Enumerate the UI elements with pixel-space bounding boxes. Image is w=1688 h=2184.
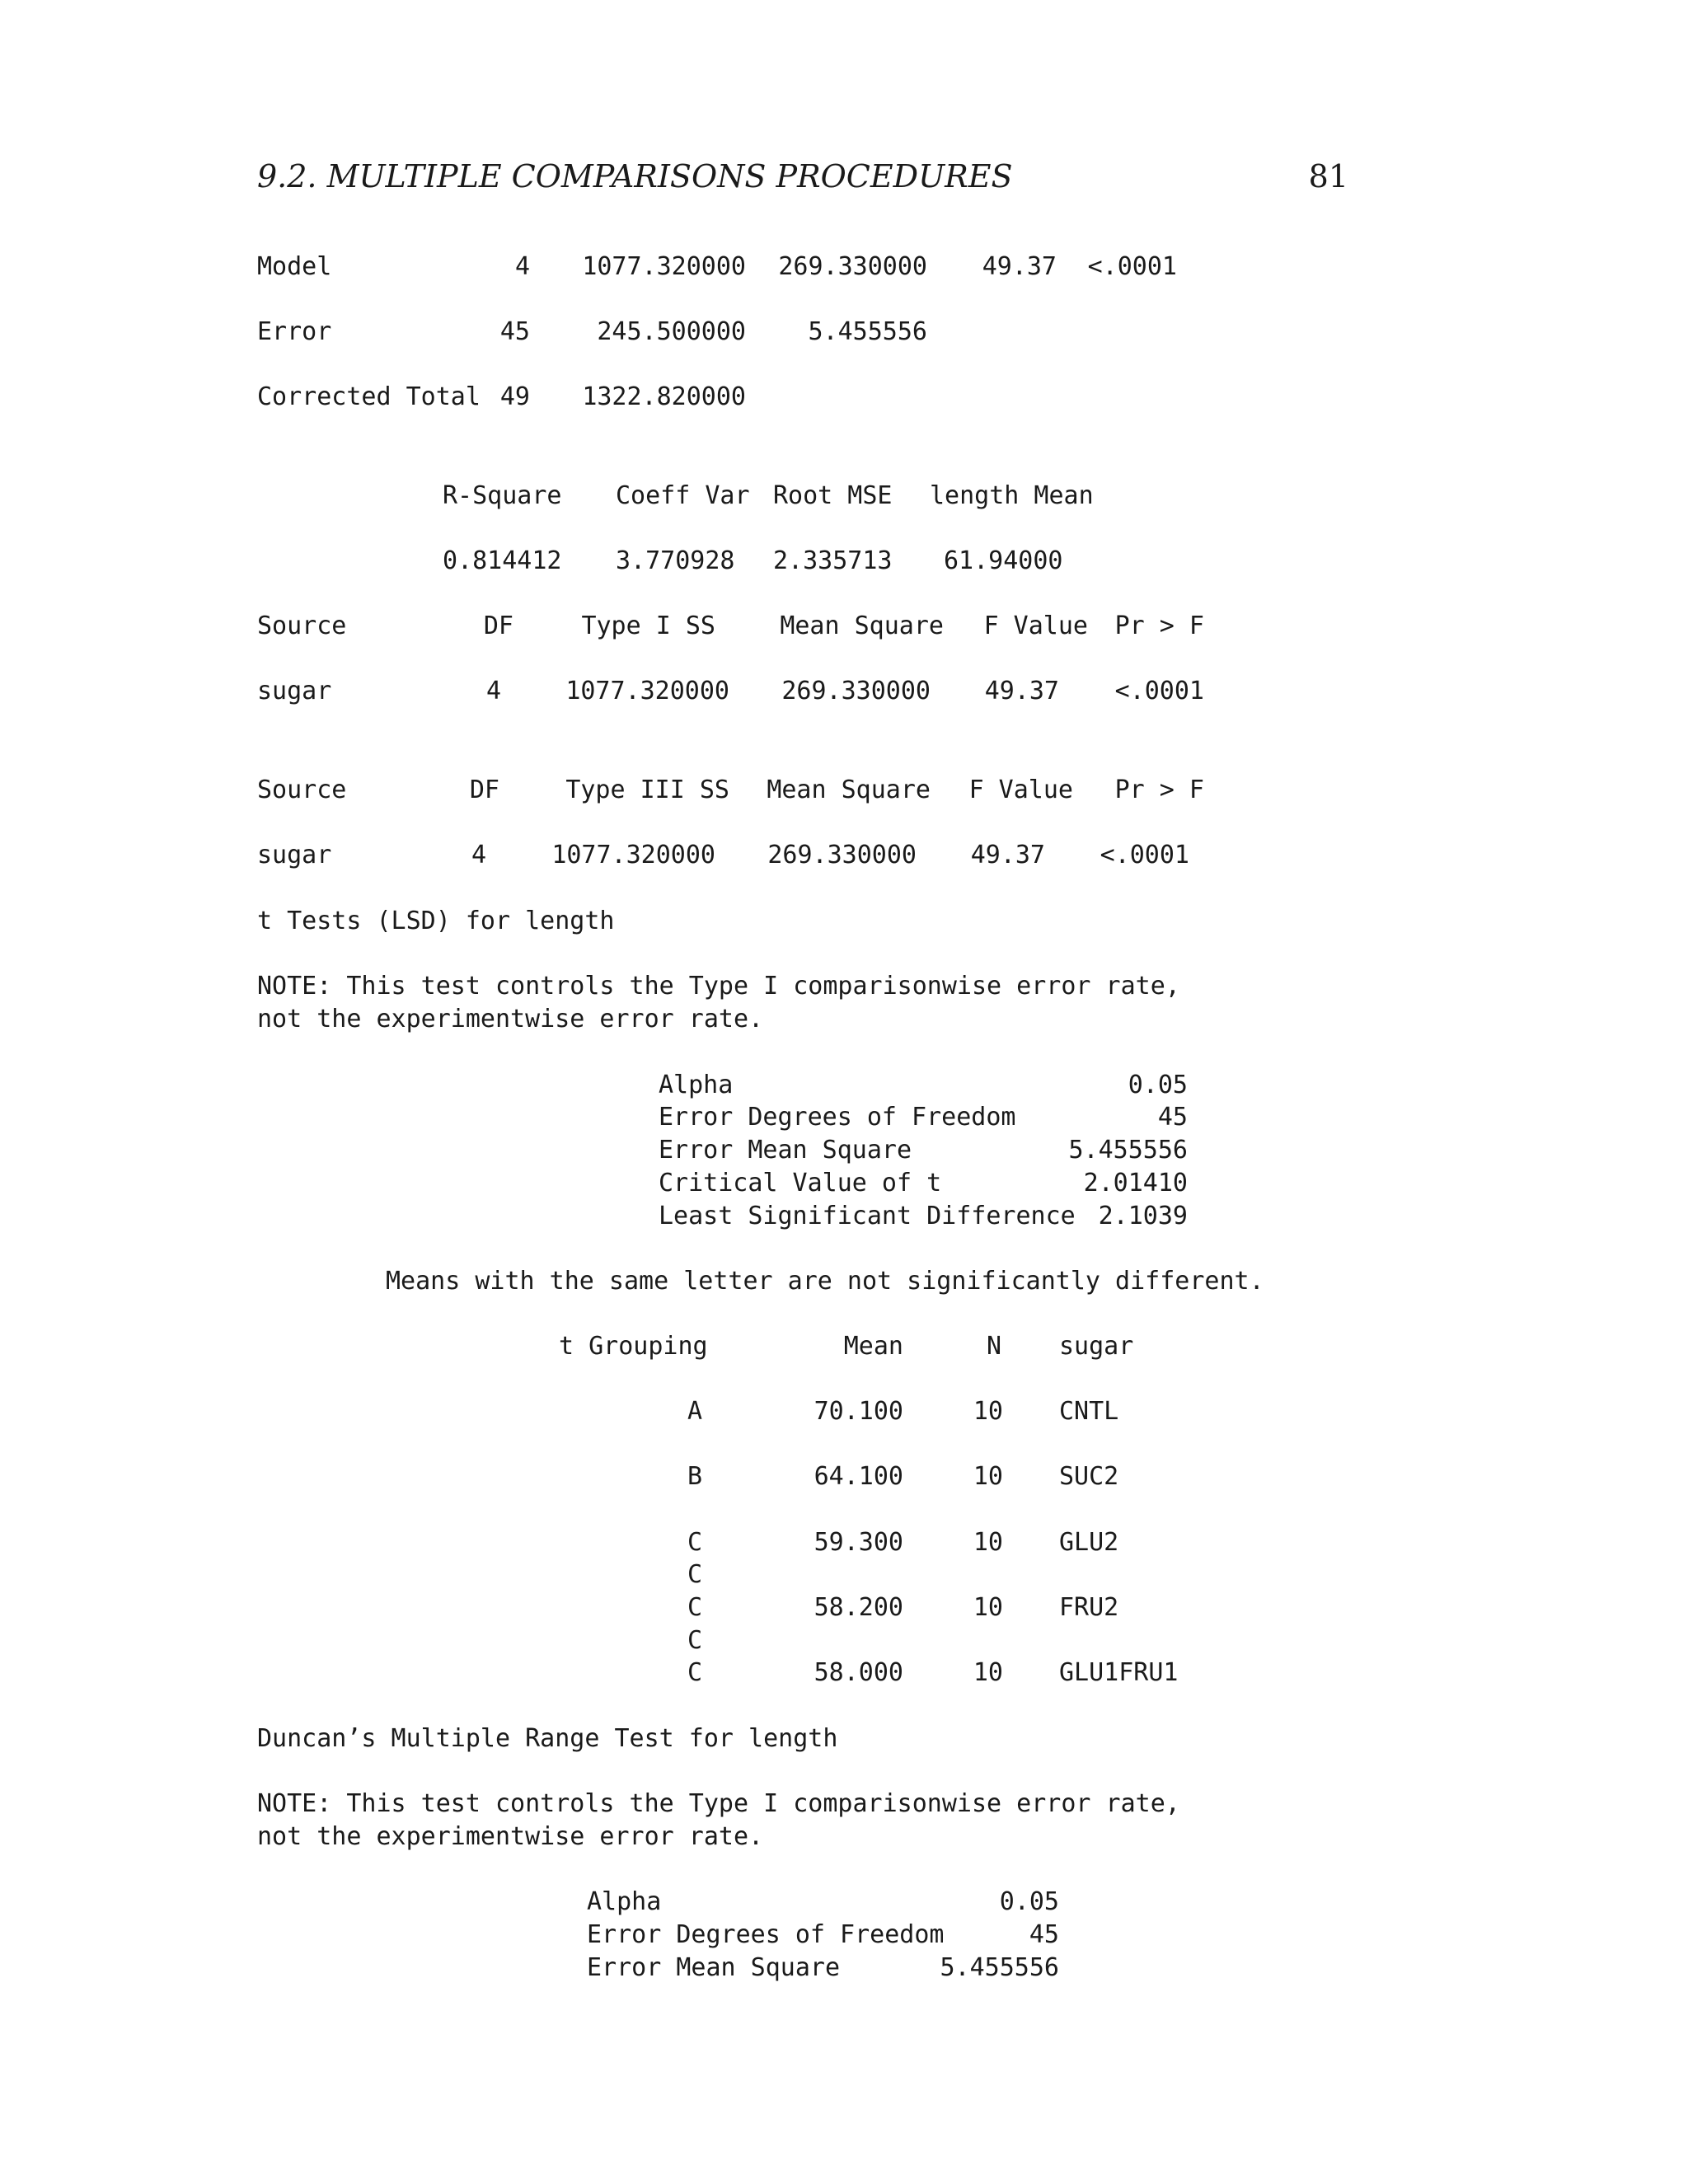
page-number: 81 (1308, 158, 1348, 194)
duncan-title: Duncan’s Multiple Range Test for length (257, 1724, 838, 1753)
means-note: Means with the same letter are not significantly different. (386, 1267, 1264, 1296)
section-header: 9.2. MULTIPLE COMPARISONS PROCEDURES (257, 158, 1013, 194)
duncan-note-line-1: NOTE: This test controls the Type I comparisonwise error rate, (257, 1789, 1180, 1818)
lsd-note-line-1: NOTE: This test controls the Type I comparisonwise error rate, (257, 972, 1180, 1001)
lsd-title: t Tests (LSD) for length (257, 907, 615, 935)
lsd-note-line-2: not the experimentwise error rate. (257, 1005, 764, 1033)
duncan-note-line-2: not the experimentwise error rate. (257, 1822, 764, 1851)
